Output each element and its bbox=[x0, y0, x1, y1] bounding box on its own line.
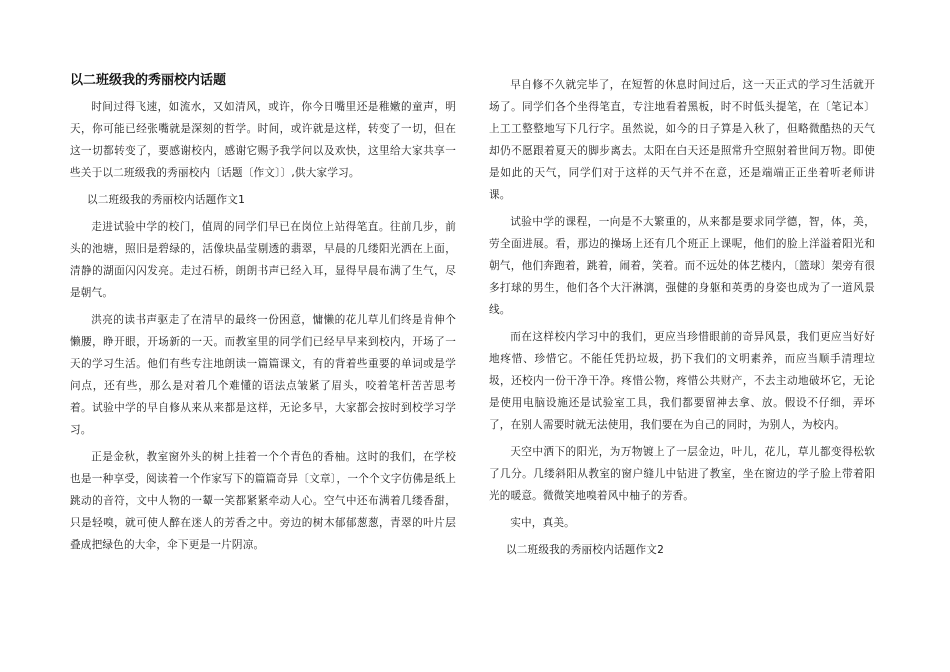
document-title: 以二班级我的秀丽校内话题 bbox=[70, 73, 227, 88]
paragraph: 洪亮的读书声驱走了在清早的最终一份困意，慵懒的花儿草儿们终是肯伸个懒腰，睁开眼，开场新的一天。而教室里的同学们已经早早来到校内，开场了一天的学习生活。他们有些专注地朗读一篇篇课文，有的背着些重要的单词或是学问点，还有些，那么是对着几个难懂的语法点皱紧了眉头，咬着笔杆苦苦思考着。试验中学的早自修从来从来都是这样，无论多早，大家都会按时到校学习学习。 bbox=[70, 314, 456, 436]
paragraph: 试验中学的课程，一向是不大繁重的，从来都是要求同学德，智，体，美，劳全面进展。看，那边的操场上还有几个班正上课呢，他们的脸上洋溢着阳光和朝气，他们奔跑着，跳着，闹着，笑着。而不远处的体艺楼内，〔篮球〕架旁有很多打球的男生，他们各个大汗淋漓，强健的身躯和英勇的身姿也成为了一道风景线。 bbox=[489, 216, 875, 316]
essay-1-heading: 以二班级我的秀丽校内话题作文1 bbox=[86, 194, 246, 206]
right-column bbox=[489, 74, 875, 566]
paragraph: 实中，真美。 bbox=[510, 517, 575, 529]
paragraph: 走进试验中学的校门，值周的同学们早已在岗位上站得笔直。往前几步，前头的池塘，照旧是碧绿的，活像块晶莹剔透的翡翠，早晨的几缕阳光洒在上面，清静的湖面闪闪发亮。走过石桥，朗朗书声已经入耳，显得早晨布满了生气，尽是朝气。 bbox=[70, 221, 456, 299]
intro-paragraph: 时间过得飞速，如流水，又如清风，或许，你今日嘴里还是稚嫩的童声，明天，你可能已经张嘴就是深刻的哲学。时间，或许就是这样，转变了一切，但在这一切都转变了，要感谢校内，感谢它赐予我学问以及欢快，这里给大家共享一些关于以二班级我的秀丽校内〔话题〔作文〕〕,供大家学习。 bbox=[70, 101, 456, 179]
paragraph: 正是金秋，教室窗外头的树上挂着一个个青色的香柚。这时的我们，在学校也是一种享受，阅读着一个作家写下的篇篇奇异〔文章〕，一个个文字仿佛是纸上跳动的音符，文中人物的一颦一笑都紧紧牵动人心。空气中还布满着几缕香甜，只是轻嗅，就可使人醉在迷人的芳香之中。旁边的树木郁郁葱葱，青翠的叶片层叠成把绿色的大伞，伞下更是一片阴凉。 bbox=[70, 451, 456, 551]
paragraph: 天空中洒下的阳光，为万物镀上了一层金边，叶儿，花儿，草儿都变得松软了几分。几缕斜阳从教室的窗户缝儿中钻进了教室，坐在窗边的学子脸上带着阳光的暖意。微微笑地嗅着风中柚子的芳香。 bbox=[489, 446, 875, 502]
paragraph: 早自修不久就完毕了，在短暂的休息时间过后，这一天正式的学习生活就开场了。同学们各个坐得笔直，专注地看着黑板，时不时低头提笔，在〔笔记本〕上工工整整地写下几行字。虽然说，如今的日子算是入秋了，但略微酷热的天气却仍不愿跟着夏天的脚步离去。太阳在白天还是照常升空照射着世间万物。即使是如此的天气，同学们对于这样的天气并不在意，还是端端正正坐着听老师讲课。 bbox=[489, 79, 875, 201]
left-column bbox=[70, 72, 456, 561]
paragraph: 而在这样校内学习中的我们，更应当珍惜眼前的奇异风景，我们更应当好好地疼惜、珍惜它。不能任凭扔垃圾，扔下我们的文明素养，而应当顺手清理垃圾，还校内一份干净干净。疼惜公物，疼惜公共财产，不去主动地破坏它，无论是使用电脑设施还是试验室工具，我们都要留神去拿、放。假设不仔细，弄坏了，在别人需要时就无法使用，我们要在为自己的同时，为别人，为校内。 bbox=[489, 331, 875, 431]
essay-2-heading: 以二班级我的秀丽校内话题作文2 bbox=[505, 544, 665, 556]
